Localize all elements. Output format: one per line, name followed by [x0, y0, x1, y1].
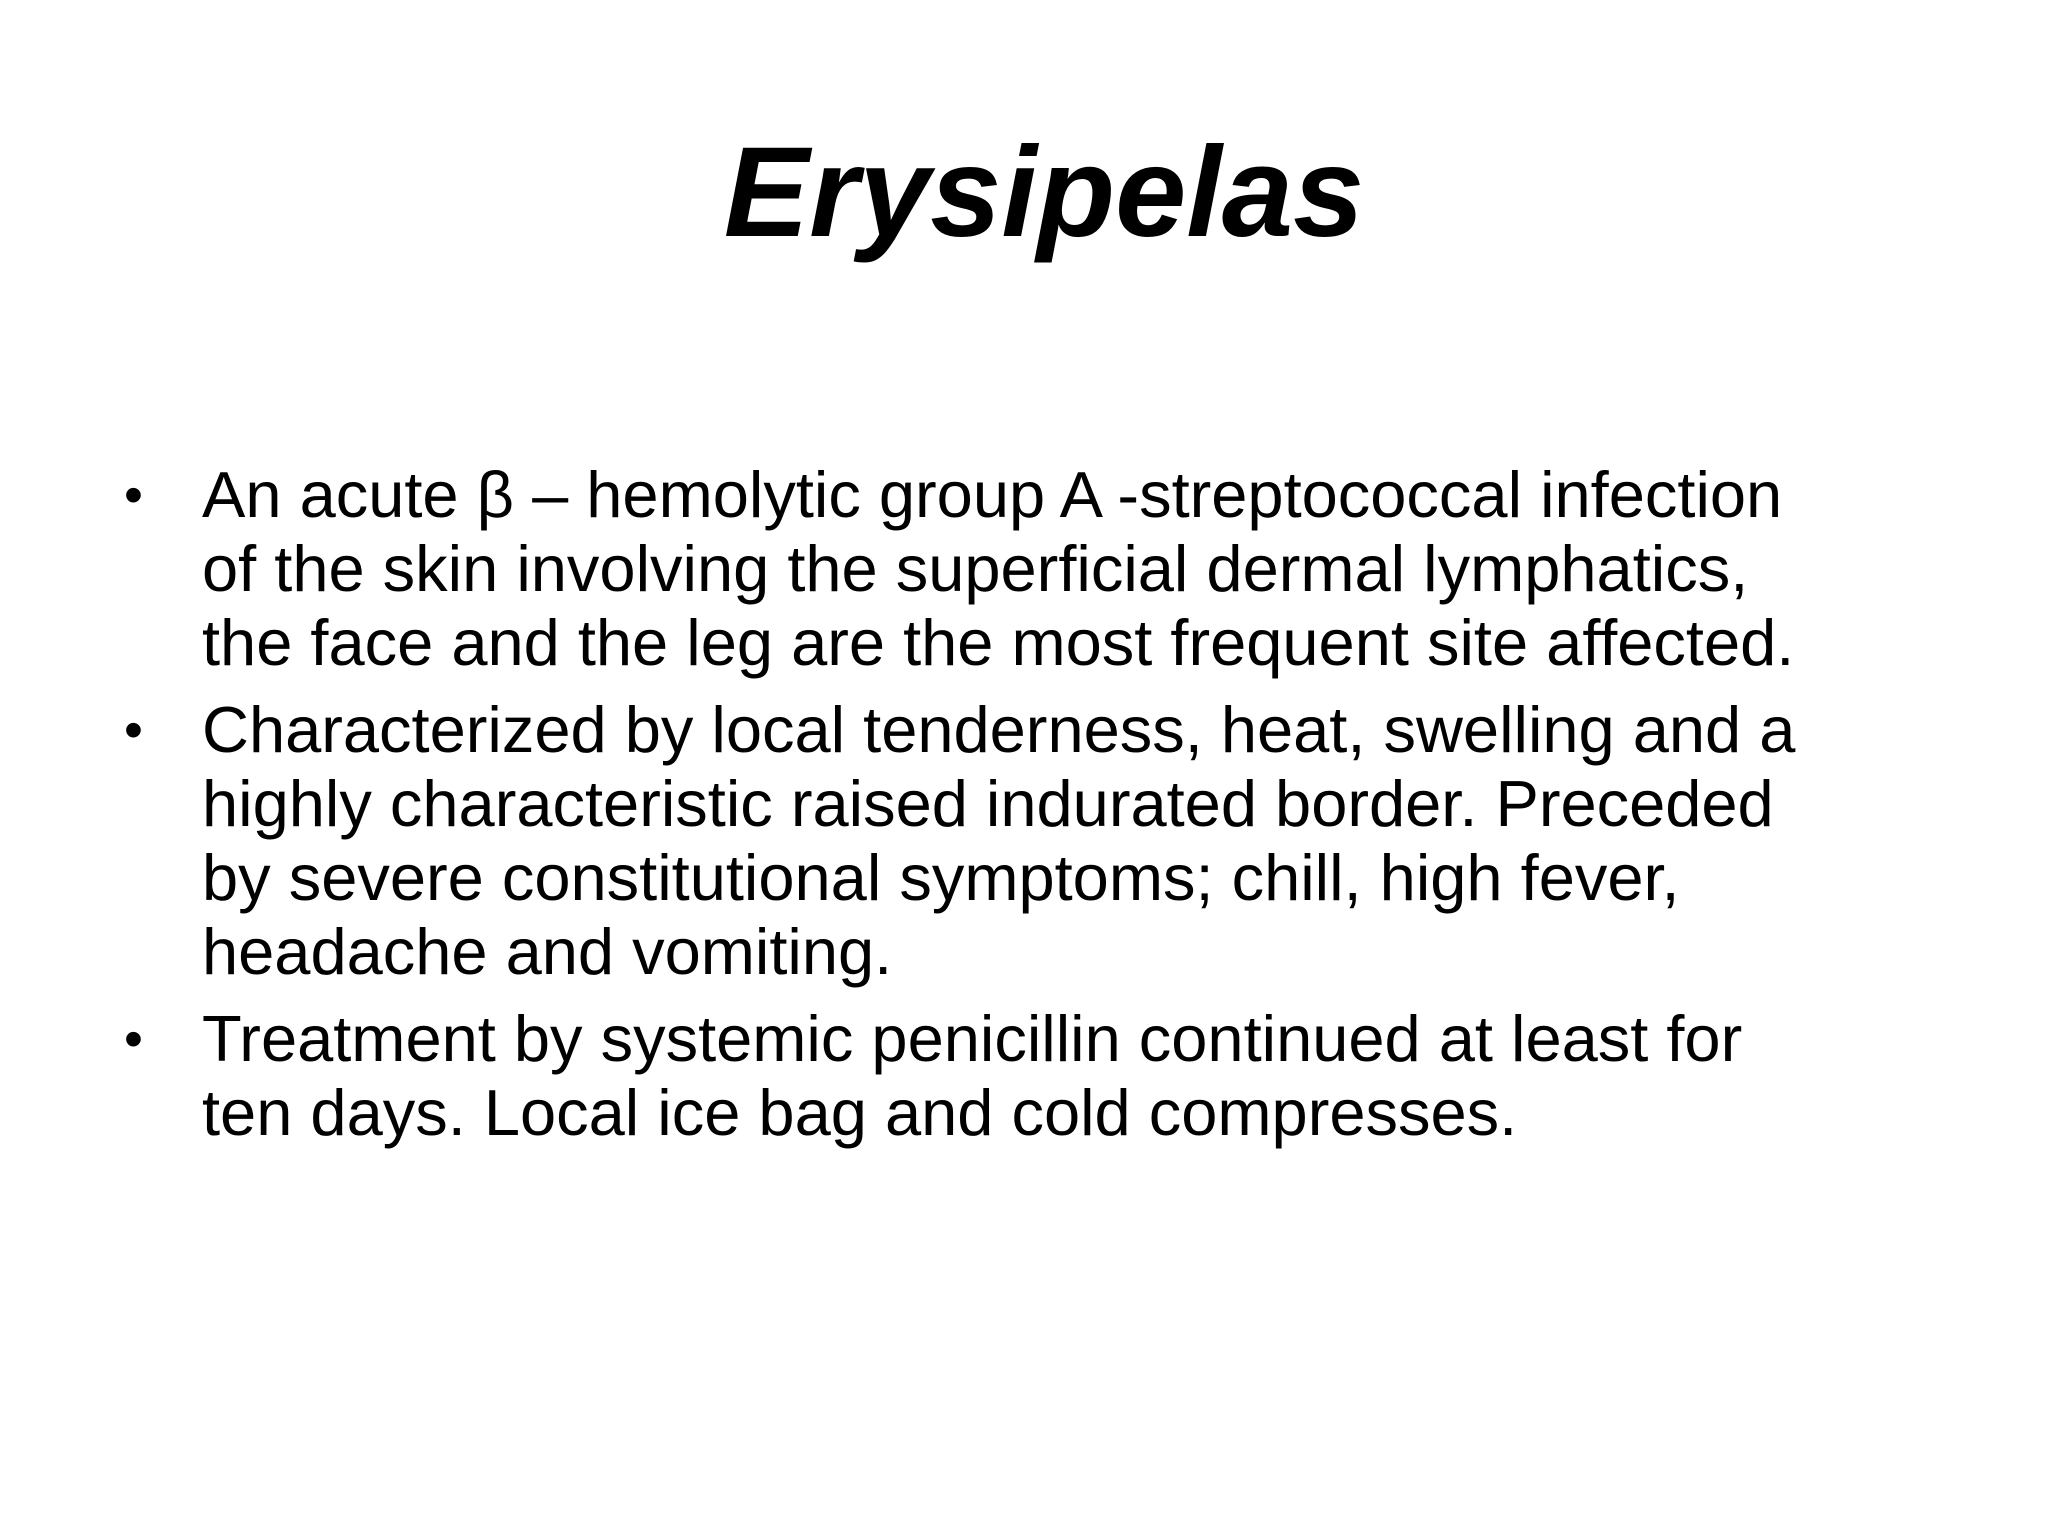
bullet-item	[120, 693, 1990, 989]
bullet-list	[120, 458, 1990, 1163]
bullet-dot-icon: •	[124, 700, 143, 760]
bullet-item	[120, 458, 1990, 680]
bullet-line: Characterized by local tenderness, heat, swelling and a	[202, 693, 1796, 766]
bullet-line: highly characteristic raised indurated border. Preceded	[202, 767, 1774, 840]
bullet-line: Treatment by systemic penicillin continued at least for	[202, 1002, 1743, 1075]
bullet-line: the face and the leg are the most frequent site affected.	[202, 606, 1795, 679]
bullet-dot-icon: •	[124, 1009, 143, 1069]
bullet-line: by severe constitutional symptoms; chill, high fever,	[202, 841, 1680, 914]
bullet-line: An acute β – hemolytic group A -streptococcal infection	[202, 458, 1783, 531]
slide-title: Erysipelas	[723, 121, 1365, 264]
bullet-item	[120, 1002, 1990, 1150]
bullet-line: ten days. Local ice bag and cold compresses.	[202, 1076, 1518, 1149]
bullet-line: of the skin involving the superficial dermal lymphatics,	[202, 532, 1749, 605]
bullet-dot-icon: •	[124, 465, 143, 525]
bullet-line: headache and vomiting.	[202, 915, 893, 988]
